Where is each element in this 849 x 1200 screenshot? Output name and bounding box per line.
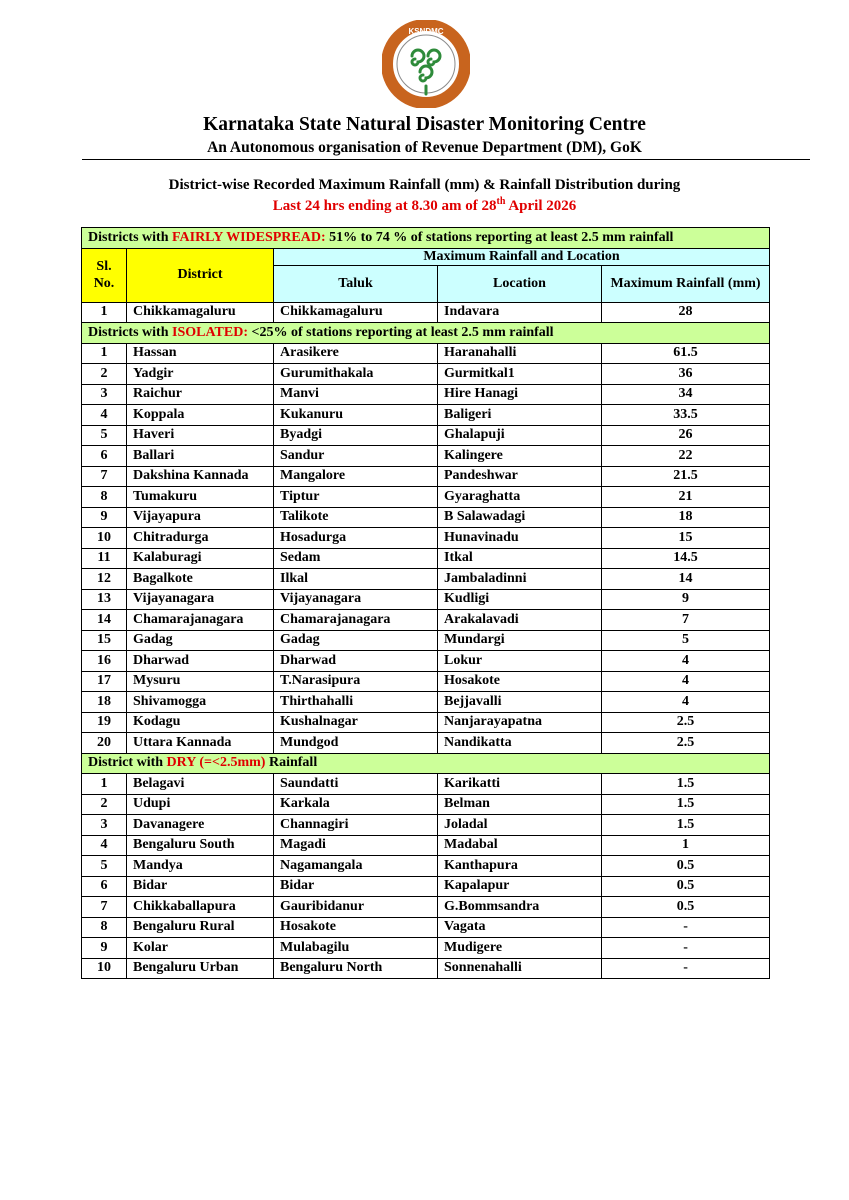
table-row xyxy=(82,610,770,631)
cell-max-rainfall: 34 xyxy=(602,384,770,405)
cell-taluk: Gadag xyxy=(274,630,438,651)
cell-sl-no: 11 xyxy=(82,548,127,569)
cell-taluk: Magadi xyxy=(274,835,438,856)
table-row xyxy=(82,815,770,836)
cell-sl-no: 9 xyxy=(82,938,127,959)
section-header-row xyxy=(82,228,770,249)
cell-sl-no: 1 xyxy=(82,774,127,795)
cell-taluk: Byadgi xyxy=(274,425,438,446)
cell-sl-no: 14 xyxy=(82,610,127,631)
cell-location: Mudigere xyxy=(438,938,602,959)
cell-max-rainfall: 21.5 xyxy=(602,466,770,487)
cell-sl-no: 4 xyxy=(82,835,127,856)
cell-taluk: Talikote xyxy=(274,507,438,528)
cell-district: Chamarajanagara xyxy=(127,610,274,631)
table-row xyxy=(82,364,770,385)
table-row xyxy=(82,856,770,877)
section-category: DRY (=<2.5mm) xyxy=(166,755,266,771)
table-row xyxy=(82,548,770,569)
cell-max-rainfall: 4 xyxy=(602,692,770,713)
table-row xyxy=(82,630,770,651)
cell-sl-no: 8 xyxy=(82,917,127,938)
cell-taluk: Thirthahalli xyxy=(274,692,438,713)
cell-location: G.Bommsandra xyxy=(438,897,602,918)
table-row xyxy=(82,938,770,959)
cell-district: Hassan xyxy=(127,343,274,364)
cell-district: Dharwad xyxy=(127,651,274,672)
cell-sl-no: 18 xyxy=(82,692,127,713)
cell-max-rainfall: 26 xyxy=(602,425,770,446)
cell-location: Indavara xyxy=(438,302,602,323)
cell-location: Nandikatta xyxy=(438,733,602,754)
cell-location: Bejjavalli xyxy=(438,692,602,713)
header-divider xyxy=(82,159,810,160)
cell-max-rainfall: 1.5 xyxy=(602,794,770,815)
cell-district: Ballari xyxy=(127,446,274,467)
cell-district: Vijayanagara xyxy=(127,589,274,610)
cell-district: Chikkaballapura xyxy=(127,897,274,918)
cell-sl-no: 6 xyxy=(82,446,127,467)
cell-taluk: T.Narasipura xyxy=(274,671,438,692)
table-row xyxy=(82,466,770,487)
cell-taluk: Channagiri xyxy=(274,815,438,836)
cell-sl-no: 9 xyxy=(82,507,127,528)
cell-location: Lokur xyxy=(438,651,602,672)
cell-location: Pandeshwar xyxy=(438,466,602,487)
cell-district: Mandya xyxy=(127,856,274,877)
cell-location: Hire Hanagi xyxy=(438,384,602,405)
cell-taluk: Nagamangala xyxy=(274,856,438,877)
cell-taluk: Tiptur xyxy=(274,487,438,508)
cell-sl-no: 10 xyxy=(82,958,127,979)
cell-taluk: Hosakote xyxy=(274,917,438,938)
cell-max-rainfall: - xyxy=(602,917,770,938)
table-row xyxy=(82,692,770,713)
table-row xyxy=(82,712,770,733)
cell-district: Uttara Kannada xyxy=(127,733,274,754)
cell-sl-no: 17 xyxy=(82,671,127,692)
cell-max-rainfall: 61.5 xyxy=(602,343,770,364)
table-row xyxy=(82,302,770,323)
cell-sl-no: 4 xyxy=(82,405,127,426)
col-taluk: Taluk xyxy=(274,265,438,302)
cell-taluk: Chikkamagaluru xyxy=(274,302,438,323)
cell-sl-no: 1 xyxy=(82,302,127,323)
cell-sl-no: 7 xyxy=(82,466,127,487)
cell-sl-no: 15 xyxy=(82,630,127,651)
cell-district: Dakshina Kannada xyxy=(127,466,274,487)
cell-sl-no: 16 xyxy=(82,651,127,672)
cell-max-rainfall: 18 xyxy=(602,507,770,528)
cell-sl-no: 10 xyxy=(82,528,127,549)
table-row xyxy=(82,446,770,467)
cell-max-rainfall: 14.5 xyxy=(602,548,770,569)
cell-taluk: Gauribidanur xyxy=(274,897,438,918)
org-subtitle: An Autonomous organisation of Revenue Department (DM), GoK xyxy=(207,139,642,156)
cell-district: Bagalkote xyxy=(127,569,274,590)
col-location: Location xyxy=(438,265,602,302)
table-row xyxy=(82,384,770,405)
table-row xyxy=(82,528,770,549)
cell-sl-no: 12 xyxy=(82,569,127,590)
report-period: Last 24 hrs ending at 8.30 am of 28th April 2026 xyxy=(272,196,577,214)
cell-max-rainfall: 4 xyxy=(602,651,770,672)
cell-location: Mundargi xyxy=(438,630,602,651)
table-row xyxy=(82,897,770,918)
cell-location: Kalingere xyxy=(438,446,602,467)
cell-location: Karikatti xyxy=(438,774,602,795)
cell-max-rainfall: 36 xyxy=(602,364,770,385)
section-category: FAIRLY WIDESPREAD: xyxy=(172,229,326,245)
col-max-rainfall: Maximum Rainfall (mm) xyxy=(602,265,770,302)
cell-max-rainfall: 14 xyxy=(602,569,770,590)
section-header: District with DRY (=<2.5mm) Rainfall xyxy=(82,753,770,774)
cell-location: Hunavinadu xyxy=(438,528,602,549)
cell-max-rainfall: 15 xyxy=(602,528,770,549)
cell-sl-no: 2 xyxy=(82,364,127,385)
cell-location: Kudligi xyxy=(438,589,602,610)
cell-max-rainfall: 4 xyxy=(602,671,770,692)
cell-location: Nanjarayapatna xyxy=(438,712,602,733)
cell-max-rainfall: 1 xyxy=(602,835,770,856)
cell-taluk: Mulabagilu xyxy=(274,938,438,959)
cell-location: Ghalapuji xyxy=(438,425,602,446)
cell-district: Koppala xyxy=(127,405,274,426)
table-row xyxy=(82,507,770,528)
cell-district: Chikkamagaluru xyxy=(127,302,274,323)
cell-district: Kalaburagi xyxy=(127,548,274,569)
table-row xyxy=(82,917,770,938)
cell-taluk: Ilkal xyxy=(274,569,438,590)
table-row xyxy=(82,958,770,979)
cell-sl-no: 8 xyxy=(82,487,127,508)
cell-location: Haranahalli xyxy=(438,343,602,364)
cell-district: Raichur xyxy=(127,384,274,405)
cell-district: Yadgir xyxy=(127,364,274,385)
cell-taluk: Dharwad xyxy=(274,651,438,672)
cell-max-rainfall: 1.5 xyxy=(602,774,770,795)
cell-taluk: Hosadurga xyxy=(274,528,438,549)
cell-taluk: Mangalore xyxy=(274,466,438,487)
cell-district: Haveri xyxy=(127,425,274,446)
section-header: Districts with FAIRLY WIDESPREAD: 51% to 74 % of stations reporting at least 2.5 mm rainfall xyxy=(82,228,770,249)
cell-max-rainfall: - xyxy=(602,938,770,959)
cell-taluk: Vijayanagara xyxy=(274,589,438,610)
cell-district: Chitradurga xyxy=(127,528,274,549)
table-header-row xyxy=(82,248,770,265)
section-header-row xyxy=(82,323,770,344)
col-group-max-rainfall: Maximum Rainfall and Location xyxy=(274,248,770,265)
cell-sl-no: 6 xyxy=(82,876,127,897)
cell-max-rainfall: 33.5 xyxy=(602,405,770,426)
cell-district: Udupi xyxy=(127,794,274,815)
cell-location: Belman xyxy=(438,794,602,815)
cell-sl-no: 20 xyxy=(82,733,127,754)
cell-district: Tumakuru xyxy=(127,487,274,508)
cell-max-rainfall: 0.5 xyxy=(602,856,770,877)
cell-sl-no: 5 xyxy=(82,856,127,877)
cell-sl-no: 3 xyxy=(82,815,127,836)
table-row xyxy=(82,405,770,426)
section-category: ISOLATED: xyxy=(172,324,248,340)
cell-max-rainfall: 28 xyxy=(602,302,770,323)
rainfall-table xyxy=(81,227,770,979)
cell-sl-no: 5 xyxy=(82,425,127,446)
table-row xyxy=(82,671,770,692)
table-row xyxy=(82,794,770,815)
cell-max-rainfall: 0.5 xyxy=(602,897,770,918)
cell-taluk: Gurumithakala xyxy=(274,364,438,385)
table-row xyxy=(82,343,770,364)
org-name: Karnataka State Natural Disaster Monitoring Centre xyxy=(203,114,646,135)
cell-location: Arakalavadi xyxy=(438,610,602,631)
cell-location: Vagata xyxy=(438,917,602,938)
cell-max-rainfall: 22 xyxy=(602,446,770,467)
cell-sl-no: 13 xyxy=(82,589,127,610)
cell-district: Vijayapura xyxy=(127,507,274,528)
cell-sl-no: 2 xyxy=(82,794,127,815)
cell-taluk: Bengaluru North xyxy=(274,958,438,979)
cell-district: Gadag xyxy=(127,630,274,651)
cell-location: Jambaladinni xyxy=(438,569,602,590)
cell-location: Itkal xyxy=(438,548,602,569)
table-row xyxy=(82,589,770,610)
cell-location: Baligeri xyxy=(438,405,602,426)
cell-location: Sonnenahalli xyxy=(438,958,602,979)
cell-location: B Salawadagi xyxy=(438,507,602,528)
table-row xyxy=(82,425,770,446)
cell-taluk: Manvi xyxy=(274,384,438,405)
cell-taluk: Chamarajanagara xyxy=(274,610,438,631)
cell-district: Belagavi xyxy=(127,774,274,795)
cell-district: Bengaluru Urban xyxy=(127,958,274,979)
cell-sl-no: 3 xyxy=(82,384,127,405)
cell-location: Madabal xyxy=(438,835,602,856)
cell-taluk: Sedam xyxy=(274,548,438,569)
cell-location: Hosakote xyxy=(438,671,602,692)
cell-max-rainfall: 5 xyxy=(602,630,770,651)
section-header-row xyxy=(82,753,770,774)
cell-taluk: Karkala xyxy=(274,794,438,815)
cell-max-rainfall: 0.5 xyxy=(602,876,770,897)
cell-max-rainfall: 2.5 xyxy=(602,733,770,754)
cell-district: Davanagere xyxy=(127,815,274,836)
cell-sl-no: 19 xyxy=(82,712,127,733)
col-district: District xyxy=(127,248,274,302)
cell-max-rainfall: 7 xyxy=(602,610,770,631)
cell-location: Kanthapura xyxy=(438,856,602,877)
cell-taluk: Sandur xyxy=(274,446,438,467)
cell-taluk: Kukanuru xyxy=(274,405,438,426)
table-row xyxy=(82,774,770,795)
cell-district: Kodagu xyxy=(127,712,274,733)
table-row xyxy=(82,651,770,672)
cell-max-rainfall: 1.5 xyxy=(602,815,770,836)
cell-taluk: Kushalnagar xyxy=(274,712,438,733)
cell-taluk: Arasikere xyxy=(274,343,438,364)
cell-district: Mysuru xyxy=(127,671,274,692)
table-row xyxy=(82,487,770,508)
cell-max-rainfall: 21 xyxy=(602,487,770,508)
cell-location: Kapalapur xyxy=(438,876,602,897)
table-row xyxy=(82,733,770,754)
cell-district: Kolar xyxy=(127,938,274,959)
col-sl-no: Sl. No. xyxy=(82,248,127,302)
cell-taluk: Bidar xyxy=(274,876,438,897)
cell-district: Bidar xyxy=(127,876,274,897)
ksndmc-logo xyxy=(382,20,470,108)
cell-taluk: Saundatti xyxy=(274,774,438,795)
cell-taluk: Mundgod xyxy=(274,733,438,754)
table-row xyxy=(82,876,770,897)
cell-sl-no: 1 xyxy=(82,343,127,364)
logo-text: KSNDMC xyxy=(408,27,444,36)
section-header: Districts with ISOLATED: <25% of stations reporting at least 2.5 mm rainfall xyxy=(82,323,770,344)
cell-district: Shivamogga xyxy=(127,692,274,713)
table-row xyxy=(82,835,770,856)
cell-location: Joladal xyxy=(438,815,602,836)
cell-max-rainfall: 9 xyxy=(602,589,770,610)
cell-max-rainfall: 2.5 xyxy=(602,712,770,733)
cell-district: Bengaluru Rural xyxy=(127,917,274,938)
cell-location: Gurmitkal1 xyxy=(438,364,602,385)
cell-max-rainfall: - xyxy=(602,958,770,979)
cell-location: Gyaraghatta xyxy=(438,487,602,508)
cell-sl-no: 7 xyxy=(82,897,127,918)
report-title: District-wise Recorded Maximum Rainfall (mm) & Rainfall Distribution during xyxy=(168,177,681,193)
cell-district: Bengaluru South xyxy=(127,835,274,856)
table-row xyxy=(82,569,770,590)
